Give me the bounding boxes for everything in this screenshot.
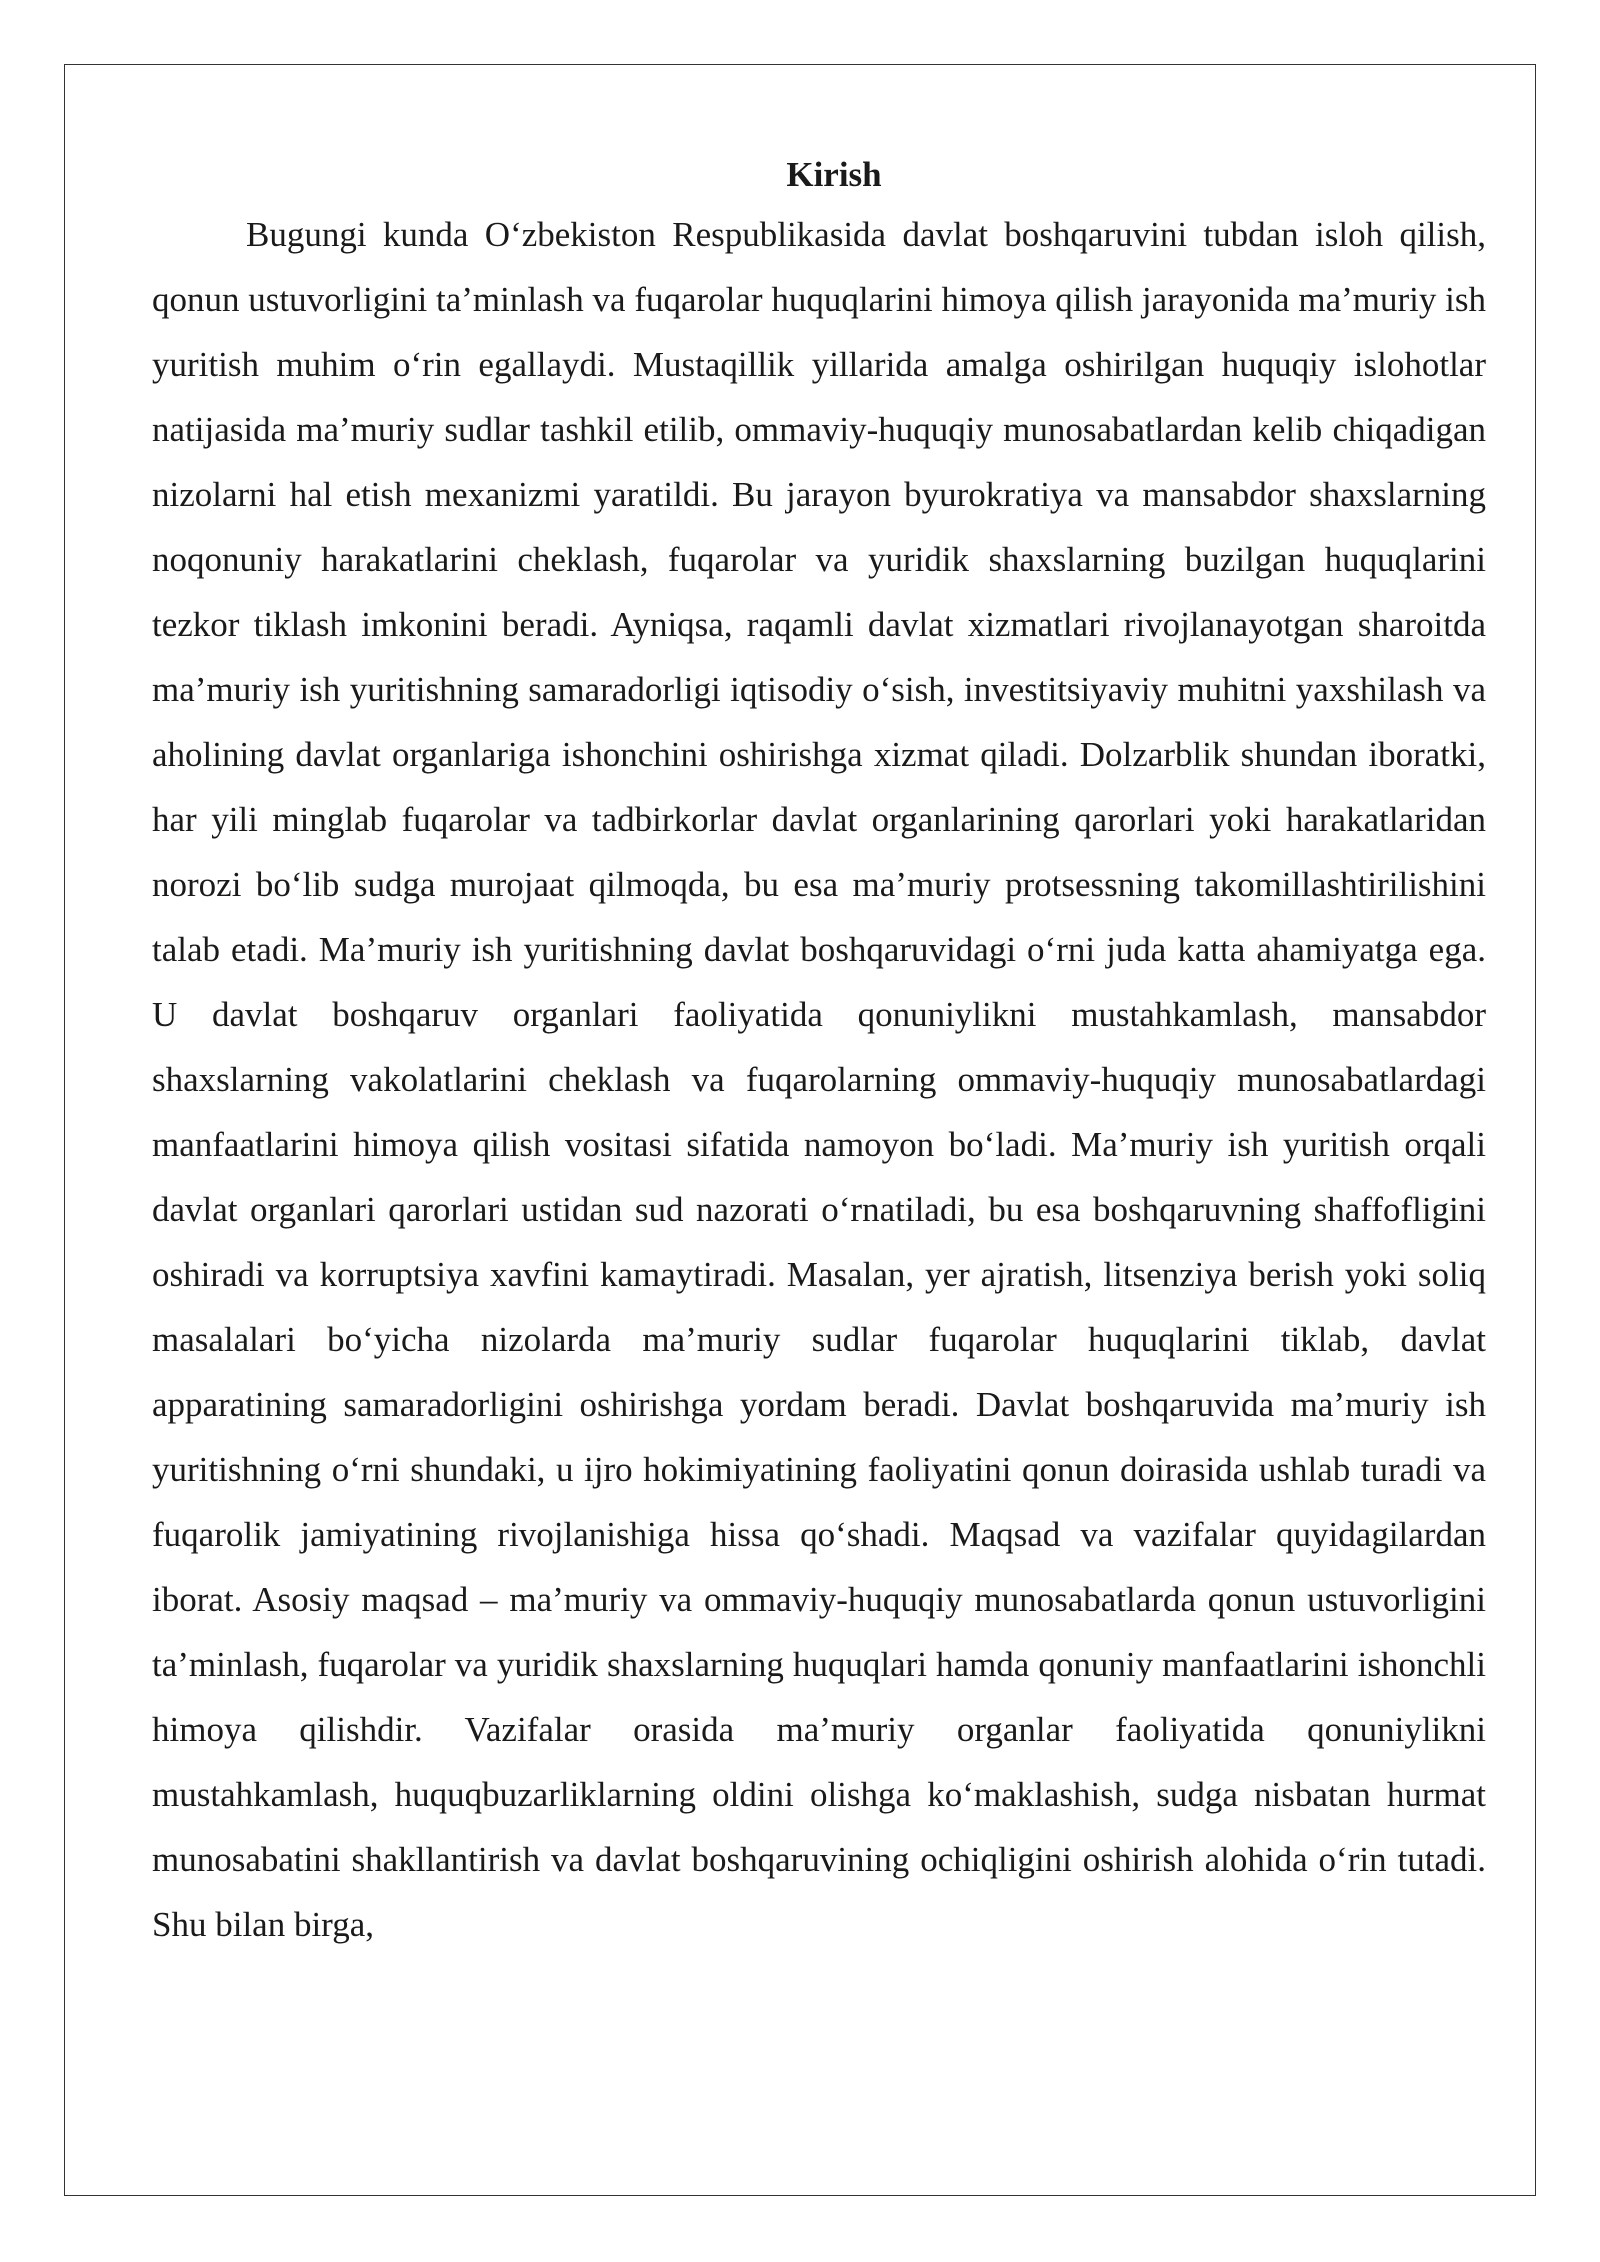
document-title: Kirish <box>786 155 882 194</box>
body-paragraph: Bugungi kunda O‘zbekiston Respublikasida davlat boshqaruvini tubdan isloh qilish, qonun ustuvorligini ta’minlash va fuqarolar huquqlarini himoya qilish jarayonida ma’muriy ish yuritish muhim o‘rin egallaydi. Mustaqillik yillarida amalga oshirilgan huquqiy islohotlar natijasida ma’muriy sudlar tashkil etilib, ommaviy-huquqiy munosabatlardan kelib chiqadigan nizolarni hal etish mexanizmi yaratildi. Bu jarayon byurokratiya va mansabdor shaxslarning noqonuniy harakatlarini cheklash, fuqarolar va yuridik shaxslarning buzilgan huquqlarini tezkor tiklash imkonini beradi. Ayniqsa, raqamli davlat xizmatlari rivojlanayotgan sharoitda ma’muriy ish yuritishning samaradorligi iqtisodiy o‘sish, investitsiyaviy muhitni yaxshilash va aholining davlat organlariga ishonchini oshirishga xizmat qiladi. Dolzarblik shundan iboratki, har yili minglab fuqarolar va tadbirkorlar davlat organlarining qarorlari yoki harakatlaridan norozi bo‘lib sudga murojaat qilmoqda, bu esa ma’muriy protsessning takomillashtirilishini talab etadi. Ma’muriy ish yuritishning davlat boshqaruvidagi o‘rni juda katta ahamiyatga ega. U davlat boshqaruv organlari faoliyatida qonuniylikni mustahkamlash, mansabdor shaxslarning vakolatlarini cheklash va fuqarolarning ommaviy-huquqiy munosabatlardagi manfaatlarini himoya qilish vositasi sifatida namoyon bo‘ladi. Ma’muriy ish yuritish orqali davlat organlari qarorlari ustidan sud nazorati o‘rnatiladi, bu esa boshqaruvning shaffofligini oshiradi va korruptsiya xavfini kamaytiradi. Masalan, yer ajratish, litsenziya berish yoki soliq masalalari bo‘yicha nizolarda ma’muriy sudlar fuqarolar huquqlarini tiklab, davlat apparatining samaradorligini oshirishga yordam beradi. Davlat boshqaruvida ma’muriy ish yuritishning o‘rni shundaki, u ijro hokimiyatining faoliyatini qonun doirasida ushlab turadi va fuqarolik jamiyatining rivojlanishiga hissa qo‘shadi. Maqsad va vazifalar quyidagilardan iborat. Asosiy maqsad – ma’muriy va ommaviy-huquqiy munosabatlarda qonun ustuvorligini ta’minlash, fuqarolar va yuridik shaxslarning huquqlari hamda qonuniy manfaatlarini ishonchli himoya qilishdir. Vazifalar orasida ma’muriy organlar faoliyatida qonuniylikni mustahkamlash, huquqbuzarliklarning oldini olishga ko‘maklashish, sudga nisbatan hurmat munosabatini shakllantirish va davlat boshqaruvining ochiqligini oshirish alohida o‘rin tutadi. Shu bilan birga, <box>152 215 1486 1944</box>
document-body <box>152 148 1486 1957</box>
